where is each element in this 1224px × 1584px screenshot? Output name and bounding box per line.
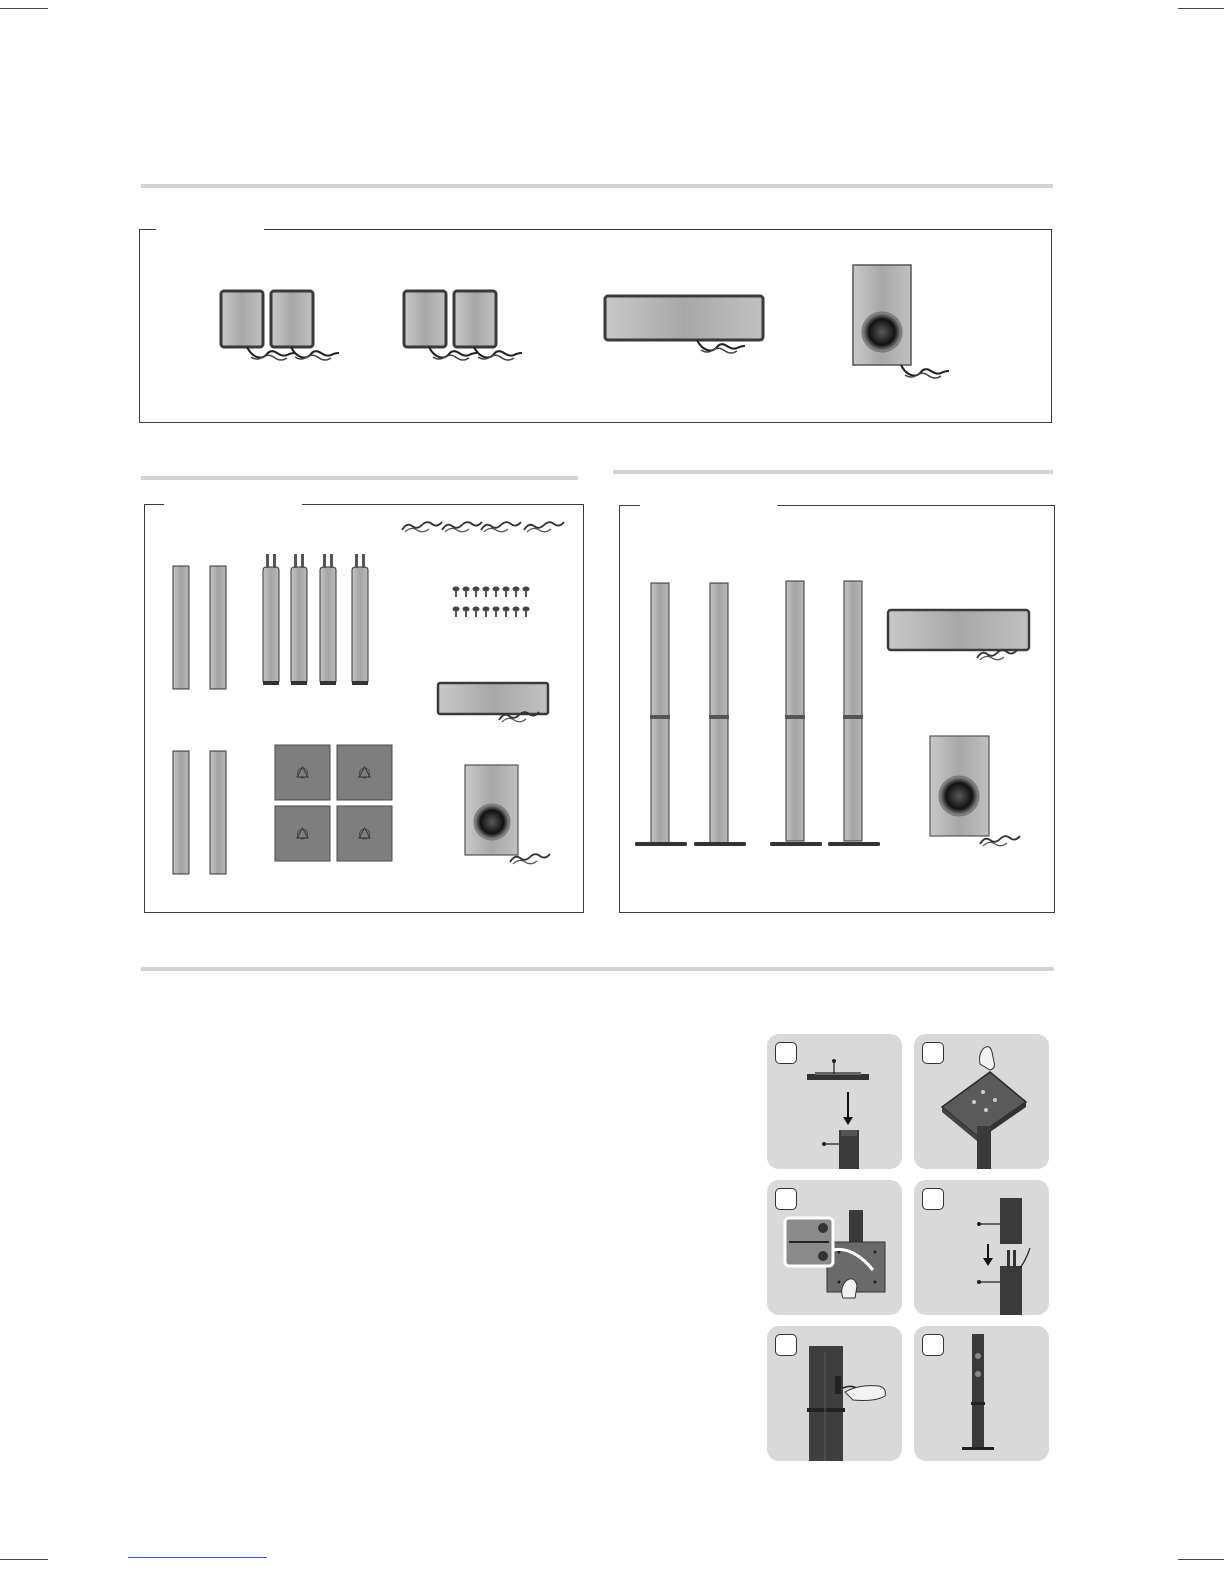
step-1-illustration (767, 1034, 902, 1169)
tube-icon (320, 554, 336, 685)
stand-base-icon (275, 745, 330, 800)
center-speaker-icon (888, 610, 1029, 650)
tallboy-parts-illustration (144, 504, 584, 913)
step-panel-1 (767, 1034, 902, 1169)
hand-icon (980, 1047, 995, 1070)
subwoofer-icon (853, 265, 911, 365)
step-6-illustration (914, 1326, 1049, 1461)
screw-icon (453, 587, 530, 618)
tallboy-speaker-icon (770, 581, 822, 846)
center-speaker-icon (605, 296, 763, 340)
step-2-illustration (914, 1034, 1049, 1169)
stand-base-icon (337, 745, 392, 800)
crop-mark-top-left (0, 8, 48, 9)
step-panel-5 (767, 1326, 902, 1461)
surround-speaker-left-icon (404, 291, 446, 347)
subwoofer-icon (930, 736, 989, 836)
step-panel-6 (914, 1326, 1049, 1461)
tube-icon (263, 554, 279, 685)
speaker-cable-icon (474, 347, 522, 360)
tallboy-speaker-icon (694, 583, 746, 846)
section-rule-install (141, 967, 1054, 971)
step-panel-2 (914, 1034, 1049, 1169)
subwoofer-icon (465, 765, 518, 855)
speaker-cable-icon (429, 347, 477, 360)
speaker-cable-icon (247, 347, 295, 360)
step-4-illustration (914, 1180, 1049, 1315)
speaker-cable-icon (402, 522, 442, 532)
step-panel-4 (914, 1180, 1049, 1315)
center-speaker-icon (438, 683, 548, 714)
speaker-cable-icon (980, 836, 1020, 846)
speaker-cable-icon (481, 522, 521, 532)
tube-icon (352, 554, 368, 685)
tallboy-speaker-icon (635, 583, 687, 846)
tallboy-speaker-icon (828, 581, 880, 846)
crop-mark-top-right (1178, 8, 1224, 9)
step-3-illustration (767, 1180, 902, 1315)
surround-speaker-right-icon (454, 291, 496, 347)
tube-icon (291, 554, 307, 685)
section-rule-speakers (141, 184, 1053, 188)
section-rule-assembled (613, 470, 1053, 474)
pole-icon (210, 751, 226, 874)
pole-icon (173, 566, 189, 689)
speaker-cable-icon (977, 650, 1017, 660)
speaker-cable-icon (524, 522, 564, 532)
pole-icon (210, 566, 226, 689)
speaker-cable-icon (697, 340, 745, 353)
speaker-cable-icon (442, 522, 482, 532)
section-rule-tallboy-parts (141, 476, 578, 480)
footer-link-underline[interactable] (128, 1557, 267, 1558)
stand-base-icon (275, 806, 330, 861)
hand-icon (845, 1386, 885, 1401)
speakers-kit-illustration (139, 229, 1052, 423)
crop-mark-bottom-left (0, 1559, 48, 1560)
front-speaker-right-icon (271, 291, 313, 347)
assembled-illustration (619, 505, 1055, 913)
speaker-cable-icon (901, 365, 949, 378)
step-5-illustration (767, 1326, 902, 1461)
step-panel-3 (767, 1180, 902, 1315)
pole-icon (173, 751, 189, 874)
front-speaker-left-icon (221, 291, 263, 347)
crop-mark-bottom-right (1178, 1559, 1224, 1560)
stand-base-icon (337, 806, 392, 861)
speaker-cable-icon (291, 347, 339, 360)
